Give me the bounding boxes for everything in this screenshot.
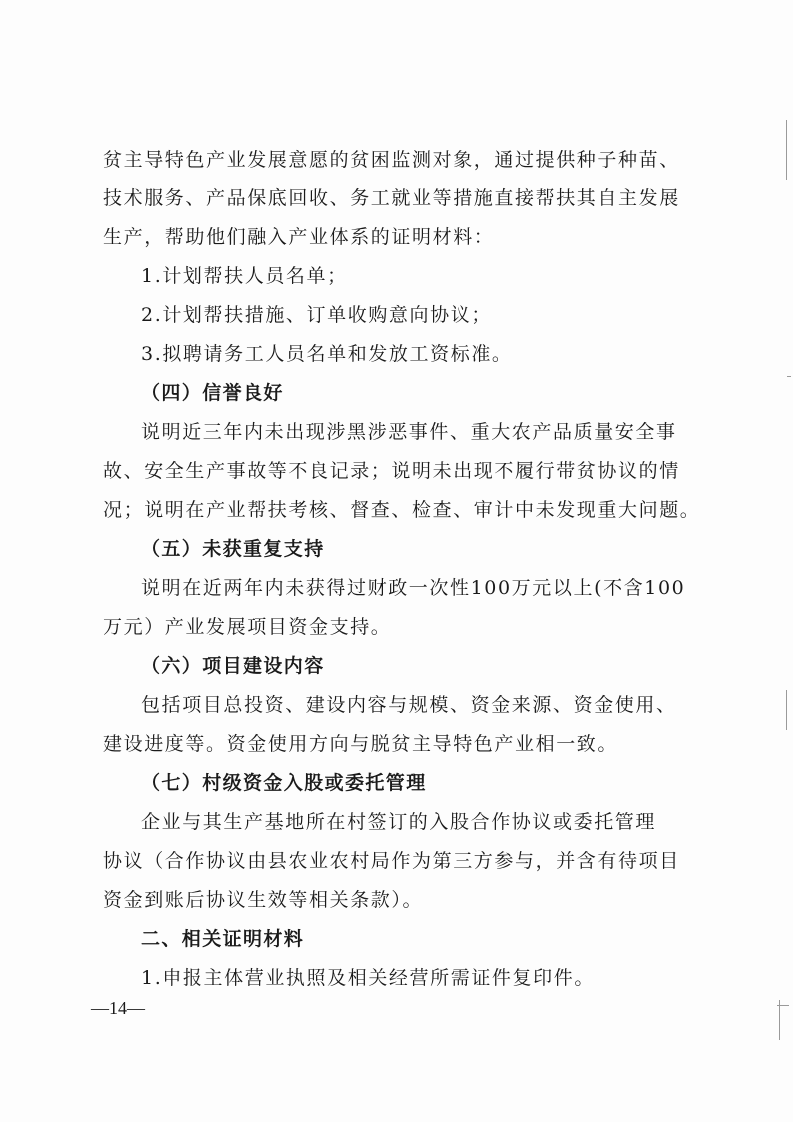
page-number: —14— bbox=[91, 998, 145, 1018]
list-item: 1.计划帮扶人员名单； bbox=[141, 265, 348, 287]
paragraph-line: 万元）产业发展项目资金支持。 bbox=[103, 616, 392, 638]
list-item: 2.计划帮扶措施、订单收购意向协议； bbox=[141, 304, 492, 326]
paragraph-line: 生产，帮助他们融入产业体系的证明材料： bbox=[103, 226, 495, 248]
paragraph-line: 建设进度等。资金使用方向与脱贫主导特色产业相一致。 bbox=[103, 733, 619, 755]
subsection-heading: （五）未获重复支持 bbox=[141, 538, 325, 560]
scan-artifact bbox=[779, 1000, 780, 1040]
scan-artifact bbox=[787, 376, 791, 377]
paragraph-line: 技术服务、产品保底回收、务工就业等措施直接帮扶其自主发展 bbox=[103, 187, 680, 209]
list-item: 3.拟聘请务工人员名单和发放工资标准。 bbox=[141, 343, 513, 365]
paragraph-line: 包括项目总投资、建设内容与规模、资金来源、资金使用、 bbox=[141, 694, 677, 716]
paragraph-line: 况；说明在产业帮扶考核、督查、检查、审计中未发现重大问题。 bbox=[103, 499, 701, 521]
paragraph-line: 贫主导特色产业发展意愿的贫困监测对象，通过提供种子种苗、 bbox=[103, 149, 680, 171]
section-heading: 二、相关证明材料 bbox=[141, 928, 305, 950]
scan-artifact bbox=[786, 690, 787, 730]
paragraph-line: 资金到账后协议生效等相关条款）。 bbox=[103, 889, 424, 911]
paragraph-line: 说明近三年内未出现涉黑涉恶事件、重大农产品质量安全事 bbox=[141, 421, 677, 443]
list-item: 1.申报主体营业执照及相关经营所需证件复印件。 bbox=[141, 967, 595, 989]
subsection-heading: （七）村级资金入股或委托管理 bbox=[141, 772, 427, 794]
subsection-heading: （六）项目建设内容 bbox=[141, 655, 325, 677]
scan-artifact bbox=[786, 120, 787, 180]
paragraph-line: 说明在近两年内未获得过财政一次性100万元以上(不含100 bbox=[141, 577, 686, 599]
subsection-heading: （四）信誉良好 bbox=[141, 382, 284, 404]
paragraph-line: 企业与其生产基地所在村签订的入股合作协议或委托管理 bbox=[141, 811, 657, 833]
paragraph-line: 协议（合作协议由县农业农村局作为第三方参与，并含有待项目 bbox=[103, 850, 680, 872]
paragraph-line: 故、安全生产事故等不良记录；说明未出现不履行带贫协议的情 bbox=[103, 460, 680, 482]
